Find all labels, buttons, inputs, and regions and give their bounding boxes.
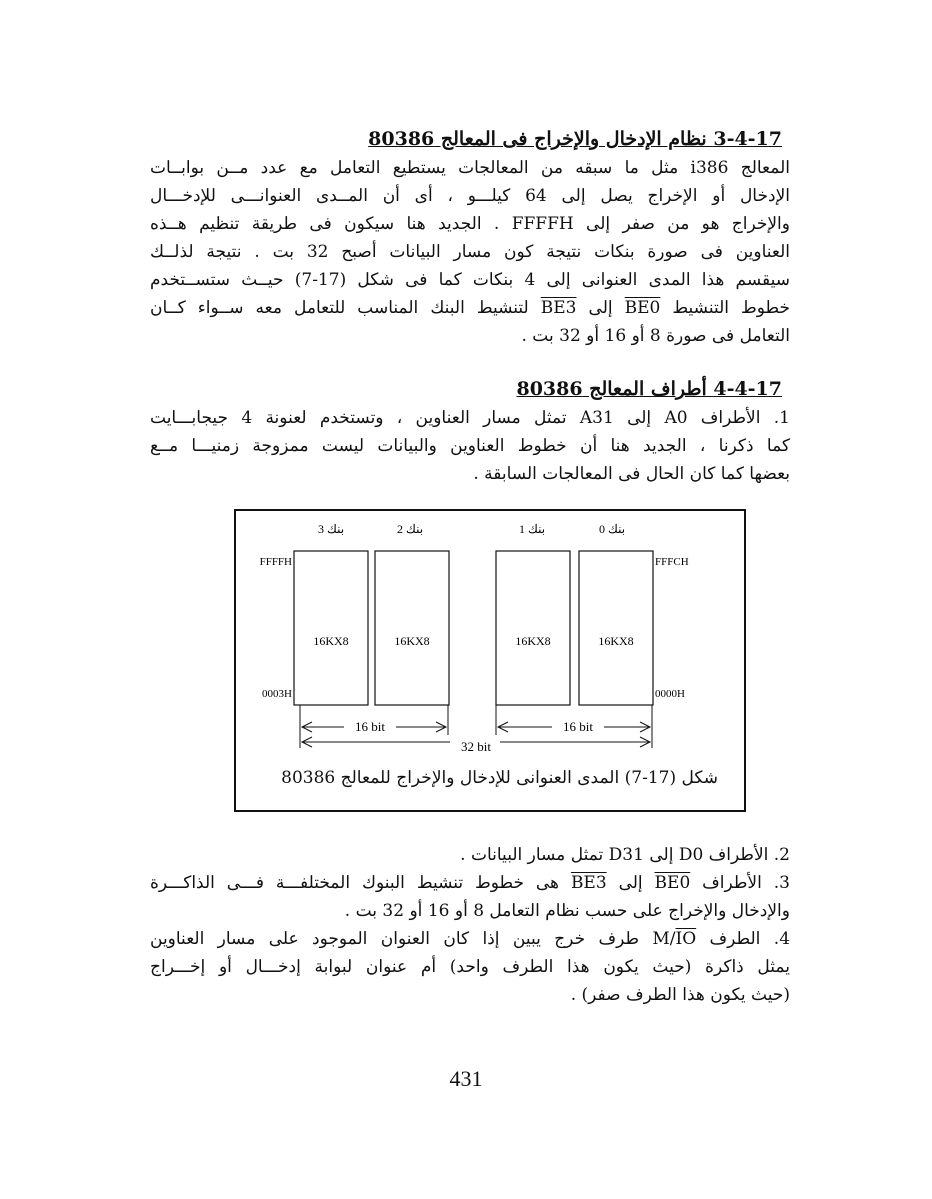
- pins-list: [150, 841, 790, 1009]
- paragraph-line: كما ذكرنا ، الجديد هنا أن خطوط العناوين والبيانات ليست ممزوجة زمنيـــا مــع: [150, 436, 790, 456]
- be0-signal: BE0: [654, 873, 691, 893]
- block-label: 16KX8: [598, 634, 634, 648]
- block-label: 16KX8: [313, 634, 349, 648]
- width-label-right: 16 bit: [563, 719, 593, 734]
- list-item-3: [150, 869, 790, 897]
- width-label-total: 32 bit: [461, 739, 491, 754]
- list-item-3-cont: والإدخال والإخراج على حسب نظام التعامل 8 أو 16 أو 32 بت .: [344, 901, 790, 921]
- bank-label: بنك 2: [396, 522, 424, 536]
- be0-signal: BE0: [624, 298, 661, 318]
- paragraph-line: سيقسم هذا المدى العنوانى إلى 4 بنكات كما فى شكل (17-7) حيــث ستســتخدم: [150, 270, 790, 290]
- list-text: 3. الأطراف: [690, 873, 790, 893]
- figure-caption: شكل (17-7) المدى العنوانى للإدخال والإخراج للمعالج 80386: [281, 768, 718, 788]
- paragraph-line: المعالج i386 مثل ما سبقه من المعالجات يستطيع التعامل مع عدد مــن بوابــات: [150, 158, 790, 178]
- list-text: هى خطوط تنشيط البنوك المختلفـــة فـــى الذاكـــرة: [150, 873, 571, 893]
- paragraph-text: خطوط التنشيط: [660, 298, 790, 318]
- paragraph-text: إلى: [576, 298, 625, 318]
- paragraph-line: العناوين فى صورة بنكات نتيجة كون مسار البيانات أصبح 32 بت . نتيجة لذلــك: [150, 242, 791, 262]
- bank-1-block: [496, 551, 570, 705]
- paragraph-line: [150, 294, 790, 322]
- paragraph-line: 1. الأطراف A0 إلى A31 تمثل مسار العناوين ، وتستخدم لعنونة 4 جيجابـــايت: [150, 408, 790, 428]
- section-heading-io-system: 3-4-17 نظام الإدخال والإخراج فى المعالج 80386: [368, 128, 782, 150]
- be3-signal: BE3: [570, 873, 607, 893]
- list-item-4-cont: (حيث يكون هذا الطرف صفر) .: [570, 985, 790, 1005]
- be3-signal: BE3: [540, 298, 577, 318]
- paragraph-line: بعضها كما كان الحال فى المعالجات السابقة .: [473, 464, 790, 484]
- list-text: طرف خرج يبين إذا كان العنوان الموجود على مسار العناوين: [150, 929, 653, 949]
- bank-label: بنك 1: [518, 522, 546, 536]
- paragraph-line: التعامل فى صورة 8 أو 16 أو 32 بت .: [521, 326, 790, 346]
- paragraph-text: لتنشيط البنك المناسب للتعامل معه ســواء كــان: [150, 298, 541, 318]
- io-signal: IO: [675, 929, 697, 949]
- paragraph-line: والإخراج هو من صفر إلى FFFFH . الجديد هنا سيكون فى طريقة تنظيم هــذه: [150, 214, 790, 234]
- address-top-right: FFFCH: [655, 556, 689, 568]
- block-label: 16KX8: [394, 634, 430, 648]
- paragraph-line: الإدخال أو الإخراج يصل إلى 64 كيلـــو ، أى أن المــدى العنوانـــى للإدخـــال: [150, 186, 790, 206]
- io-system-paragraph: [150, 154, 790, 350]
- bank-diagram: [236, 511, 744, 810]
- width-label-left: 16 bit: [355, 719, 385, 734]
- pins-paragraph: [150, 404, 790, 488]
- address-top-left: FFFFH: [259, 556, 292, 568]
- list-text: إلى: [606, 873, 655, 893]
- list-item-2: 2. الأطراف D0 إلى D31 تمثل مسار البيانات .: [460, 845, 790, 865]
- page-number: 431: [449, 1066, 483, 1091]
- block-label: 16KX8: [515, 634, 551, 648]
- section-heading-processor-pins: 4-4-17 أطراف المعالج 80386: [516, 378, 782, 400]
- list-text: 4. الطرف M/: [652, 929, 791, 949]
- bank-3-block: [294, 551, 368, 705]
- list-item-4: [150, 925, 790, 953]
- bank-label: بنك 0: [598, 522, 626, 536]
- list-item-4-cont: يمثل ذاكرة (حيث يكون هذا الطرف واحد) أم عنوان لبوابة إدخـــال أو إخـــراج: [150, 957, 790, 977]
- bank-0-block: [579, 551, 653, 705]
- bank-2-block: [375, 551, 449, 705]
- address-bottom-right: 0000H: [655, 688, 685, 700]
- figure-io-address-space: [234, 509, 746, 812]
- bank-label: بنك 3: [317, 522, 345, 536]
- address-bottom-left: 0003H: [262, 688, 292, 700]
